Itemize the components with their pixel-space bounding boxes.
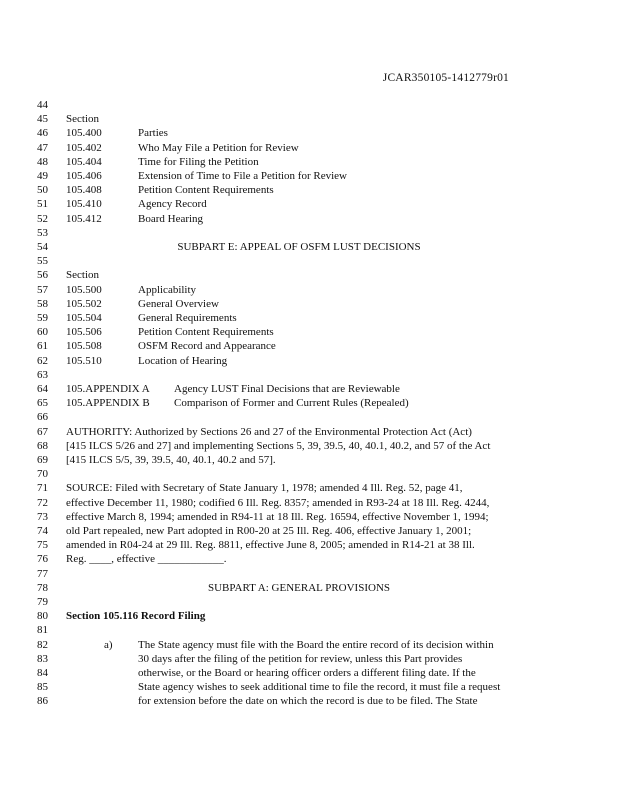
line-number: 73: [37, 510, 48, 523]
document-line: [0, 325, 619, 339]
section-number: 105.508: [66, 340, 102, 353]
line-text: old Part repealed, new Part adopted in R00-20 at 25 Ill. Reg. 406, effective January 1, 2001;: [66, 525, 472, 537]
line-number: 80: [37, 610, 48, 623]
line-text: [415 ILCS 5/26 and 27] and implementing Sections 5, 39, 39.5, 40, 40.1, 40.2, and 57 of the Act: [66, 439, 491, 452]
line-number: 82: [37, 638, 48, 651]
line-number: 63: [37, 368, 48, 381]
line-number: 46: [37, 127, 48, 140]
line-number: 49: [37, 170, 48, 182]
appendix-title: Comparison of Former and Current Rules (Repealed): [174, 397, 409, 410]
document-line: [0, 226, 619, 240]
section-title: Petition Content Requirements: [138, 184, 274, 197]
line-number: 77: [37, 567, 48, 580]
section-heading: Section 105.116 Record Filing: [66, 610, 206, 623]
document-line: [0, 240, 619, 254]
line-text: effective March 8, 1994; amended in R94-11 at 18 Ill. Reg. 16594, effective November 1, 1994;: [66, 510, 489, 523]
line-text: Section: [66, 113, 99, 126]
document-line: [0, 453, 619, 467]
section-number: 105.404: [66, 155, 102, 168]
line-number: 72: [37, 496, 48, 509]
section-number: 105.502: [66, 297, 102, 310]
document-line: [0, 297, 619, 311]
document-line: [0, 609, 619, 623]
document-line: [0, 623, 619, 637]
line-text: amended in R04-24 at 29 Ill. Reg. 8811, effective June 8, 2005; amended in R14-21 at 38 Ill.: [66, 539, 475, 552]
document-line: [0, 552, 619, 566]
section-title: Who May File a Petition for Review: [138, 141, 299, 154]
document-line: [0, 98, 619, 112]
document-line: [0, 666, 619, 680]
section-title: Agency Record: [138, 198, 207, 211]
line-text: Reg. ____, effective ____________.: [66, 553, 227, 566]
section-title: Board Hearing: [138, 212, 204, 225]
document-line: [0, 538, 619, 552]
section-number: 105.510: [66, 354, 102, 367]
section-number: 105.408: [66, 184, 102, 197]
line-number: 81: [37, 624, 48, 637]
line-number: 64: [37, 383, 48, 395]
line-number: 45: [37, 113, 48, 126]
line-number: 62: [37, 354, 48, 367]
document-line: [0, 311, 619, 325]
document-line: [0, 339, 619, 353]
document-line: [0, 510, 619, 524]
subsection-label: a): [104, 638, 113, 651]
document-line: [0, 439, 619, 453]
paragraph-text: otherwise, or the Board or hearing officer orders a different filing date. If the: [138, 667, 476, 679]
section-title: Extension of Time to File a Petition for Review: [138, 170, 347, 182]
section-title: Applicability: [138, 283, 197, 296]
section-number: 105.406: [66, 170, 102, 182]
paragraph-text: 30 days after the filing of the petition for review, unless this Part provides: [138, 652, 463, 665]
document-line: [0, 354, 619, 368]
line-text: effective December 11, 1980; codified 6 Ill. Reg. 8357; amended in R93-24 at 18 Ill. Reg. 4244,: [66, 496, 490, 509]
paragraph-text: State agency wishes to seek additional time to file the record, it must file a request: [138, 681, 501, 694]
line-number: 84: [37, 667, 48, 679]
document-line: [0, 212, 619, 226]
document-line: [0, 496, 619, 510]
line-text: [415 ILCS 5/5, 39, 39.5, 40, 40.1, 40.2 and 57].: [66, 454, 276, 466]
section-title: Parties: [138, 127, 168, 140]
section-number: 105.500: [66, 283, 102, 296]
section-title: Location of Hearing: [138, 354, 228, 367]
appendix-title: Agency LUST Final Decisions that are Reviewable: [174, 383, 400, 395]
appendix-number: 105.APPENDIX A: [66, 383, 150, 395]
subpart-heading: SUBPART A: GENERAL PROVISIONS: [208, 581, 390, 594]
document-line: [0, 396, 619, 410]
document-line: [0, 524, 619, 538]
line-number: 71: [37, 482, 48, 495]
line-number: 67: [37, 425, 48, 438]
line-number: 57: [37, 283, 48, 296]
line-number: 79: [37, 596, 48, 608]
section-number: 105.506: [66, 326, 102, 339]
document-line: [0, 567, 619, 581]
line-number: 53: [37, 226, 48, 239]
document-line: [0, 595, 619, 609]
document-line: [0, 425, 619, 439]
document-line: [0, 169, 619, 183]
line-number: 55: [37, 255, 48, 268]
section-title: OSFM Record and Appearance: [138, 340, 276, 353]
section-number: 105.412: [66, 212, 102, 225]
document-line: [0, 467, 619, 481]
line-number: 74: [37, 525, 48, 537]
section-number: 105.410: [66, 198, 102, 211]
document-line: [0, 680, 619, 694]
line-number: 61: [37, 340, 48, 353]
line-number: 66: [37, 411, 48, 424]
line-number: 70: [37, 468, 48, 481]
line-number: 65: [37, 397, 48, 410]
document-line: [0, 126, 619, 140]
document-line: [0, 368, 619, 382]
document-line: [0, 638, 619, 652]
line-number: 83: [37, 652, 48, 665]
line-number: 44: [37, 99, 48, 111]
section-title: Time for Filing the Petition: [138, 155, 259, 168]
document-line: [0, 183, 619, 197]
section-title: General Overview: [138, 297, 219, 310]
document-line: [0, 382, 619, 396]
line-number: 54: [37, 241, 48, 253]
section-number: 105.400: [66, 127, 102, 140]
line-number: 68: [37, 439, 48, 452]
document-line: [0, 581, 619, 595]
appendix-number: 105.APPENDIX B: [66, 397, 150, 410]
section-title: General Requirements: [138, 312, 237, 324]
document-line: [0, 197, 619, 211]
section-title: Petition Content Requirements: [138, 326, 274, 339]
paragraph-text: The State agency must file with the Board the entire record of its decision within: [138, 638, 494, 651]
line-number: 51: [37, 198, 48, 211]
line-number: 86: [37, 695, 48, 708]
line-number: 75: [37, 539, 48, 552]
line-number: 69: [37, 454, 48, 466]
line-number: 50: [37, 184, 48, 197]
line-number: 52: [37, 212, 48, 225]
line-number: 56: [37, 269, 48, 282]
document-line: [0, 652, 619, 666]
header-document-code: JCAR350105-1412779r01: [382, 72, 509, 84]
line-text: AUTHORITY: Authorized by Sections 26 and 27 of the Environmental Protection Act (Act): [66, 425, 472, 438]
line-number: 78: [37, 581, 48, 594]
line-number: 48: [37, 155, 48, 168]
document-line: [0, 141, 619, 155]
document-line: [0, 155, 619, 169]
document-line: [0, 694, 619, 708]
paragraph-text: for extension before the date on which the record is due to be filed. The State: [138, 695, 478, 708]
document-line: [0, 254, 619, 268]
document-line: [0, 112, 619, 126]
document-line: [0, 283, 619, 297]
line-number: 59: [37, 312, 48, 324]
subpart-heading: SUBPART E: APPEAL OF OSFM LUST DECISIONS: [177, 241, 421, 253]
line-number: 76: [37, 553, 48, 566]
line-text: Section: [66, 269, 99, 282]
line-number: 47: [37, 141, 48, 154]
section-number: 105.402: [66, 141, 102, 154]
line-number: 58: [37, 297, 48, 310]
document-line: [0, 410, 619, 424]
document-line: [0, 481, 619, 495]
document-line: [0, 268, 619, 282]
line-number: 60: [37, 326, 48, 339]
line-text: SOURCE: Filed with Secretary of State January 1, 1978; amended 4 Ill. Reg. 52, page 41,: [66, 482, 463, 495]
line-number: 85: [37, 681, 48, 694]
section-number: 105.504: [66, 312, 102, 324]
